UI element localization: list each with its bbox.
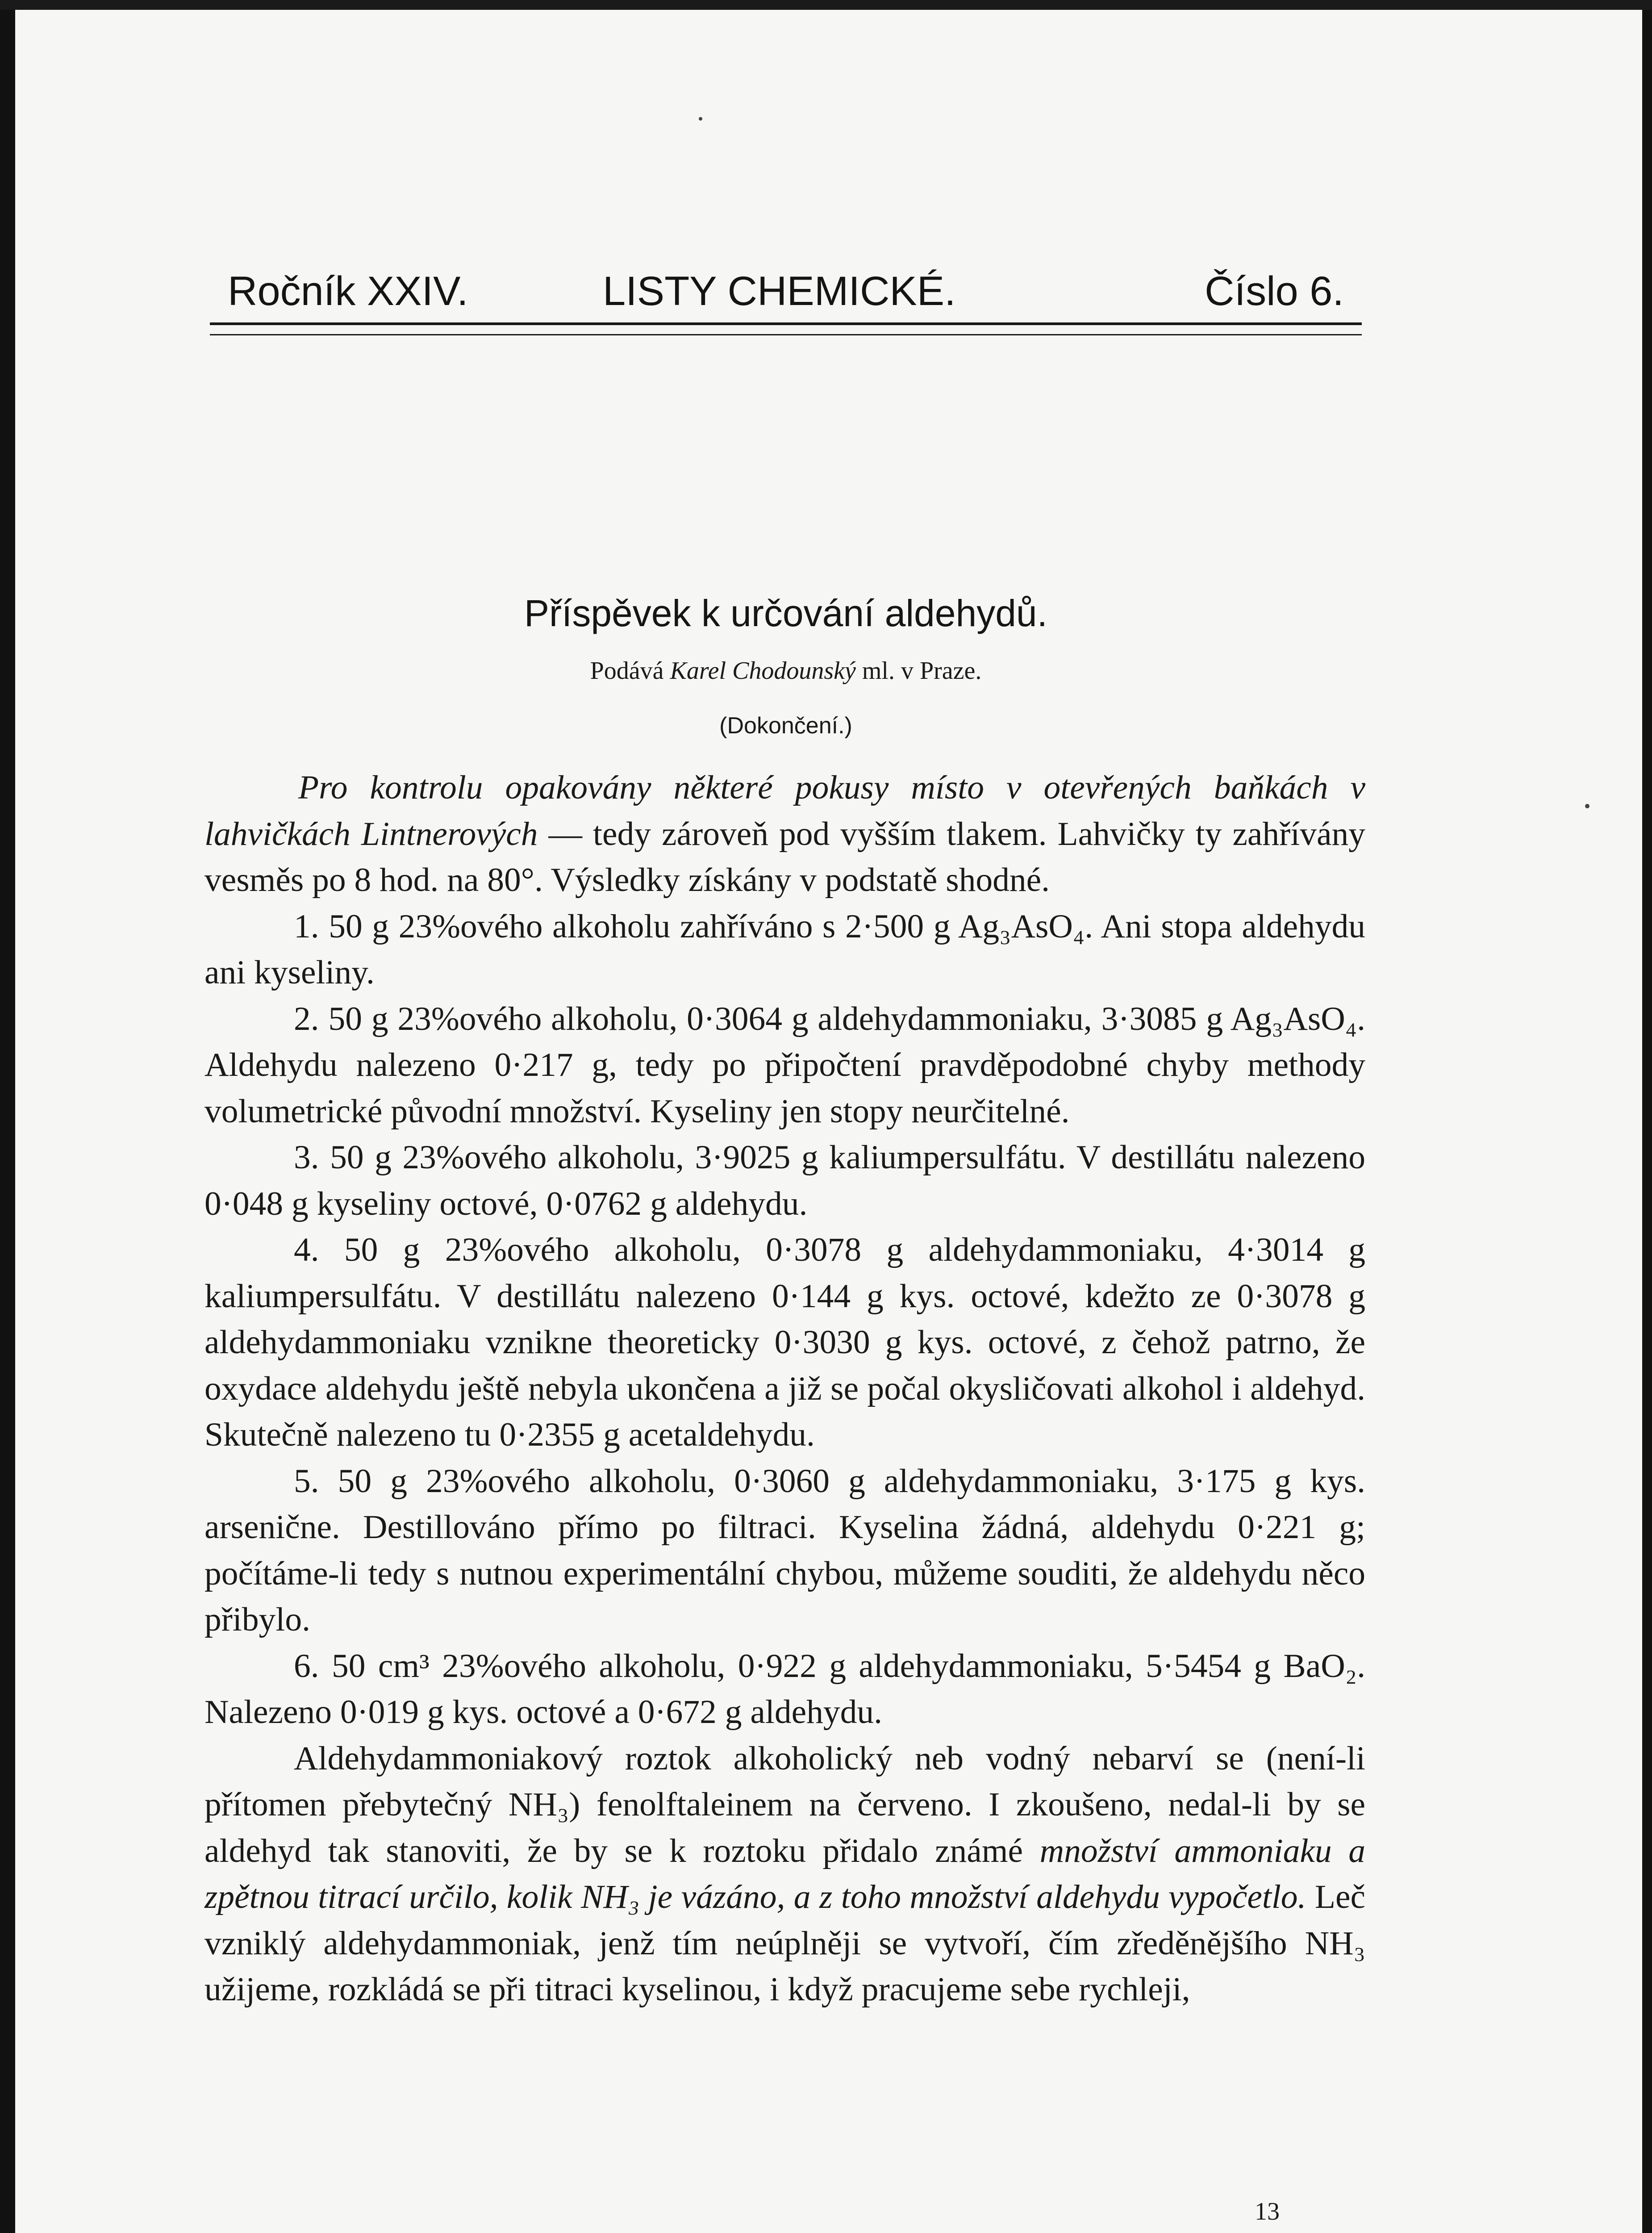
scan-border-right [1642, 0, 1652, 2233]
paragraph-experiment-3: 3. 50 g 23%ového alkoholu, 3·9025 g kaliumpersulfátu. V destillátu nalezeno 0·048 g kyseliny octové, 0·0762 g aldehydu. [204, 1139, 1365, 1222]
header-rule [210, 322, 1362, 335]
paragraph-experiment-5: 5. 50 g 23%ového alkoholu, 0·3060 g aldehydammoniaku, 3·175 g kys. arsenične. Destillováno přímo po filtraci. Kyselina žádná, aldehydu 0·221 g; počítáme-li tedy s nutnou experimentální chybou, můžeme souditi, že aldehydu něco přibylo. [204, 1462, 1365, 1638]
scan-border-left [0, 0, 15, 2233]
continuation-note: (Dokončení.) [719, 713, 852, 739]
article-body [204, 765, 1365, 2013]
header-volume: Ročník XXIV. [228, 268, 468, 314]
byline-suffix: ml. v Praze. [862, 657, 982, 685]
paragraph-experiment-6: 6. 50 cm³ 23%ového alkoholu, 0·922 g aldehydammoniaku, 5·5454 g BaO₂. Nalezeno 0·019 g kys. octové a 0·672 g aldehydu. [204, 1647, 1365, 1731]
running-header [210, 268, 1362, 317]
scan-border-top [0, 0, 1652, 10]
intro-rest: — tedy zároveň pod vyšším tlakem. Lahvičky ty zahřívány vesměs po 8 hod. na 80°. Výsledky získány v podstatě shodné. [204, 815, 1365, 899]
paragraph-intro [204, 765, 1365, 903]
paragraph-aldehydammoniak [204, 1735, 1365, 2013]
author-name: Karel Chodounský [670, 657, 856, 685]
article-byline [210, 657, 1362, 685]
page-number: 13 [1255, 2198, 1280, 2225]
paragraph-experiment-4: 4. 50 g 23%ového alkoholu, 0·3078 g aldehydammoniaku, 4·3014 g kaliumpersulfátu. V destillátu nalezeno 0·144 g kys. octové, kdežto ze 0·3078 g aldehydammoniaku vznikne theoreticky 0·3030 g kys. octové, z čehož patrno, že oxydace aldehydu ještě nebyla ukončena a již se počal okysličovati alkohol i aldehyd. Skutečně nalezeno tu 0·2355 g acetaldehydu. [204, 1231, 1365, 1453]
closing-part-2: Leč vzniklý aldehydammoniak, jenž tím neúplněji se vytvoří, čím zředěnějšího NH₃ užijeme, rozkládá se při titraci kyselinou, i když pracujeme sebe rychleji, [204, 1878, 1366, 2008]
dust-speck [699, 117, 702, 121]
closing-part-1: Aldehydammoniakový roztok alkoholický neb vodný nebarví se (není-li přítomen přebytečný NH₃) fenolftaleinem na červeno. I zkoušeno, nedal-li by se aldehyd tak stanoviti, že by se k roztoku přidalo známé [204, 1740, 1365, 1869]
byline-prefix: Podává [590, 657, 664, 685]
header-issue: Číslo 6. [1205, 268, 1344, 314]
intro-emphasis: Pro kontrolu opakovány některé pokusy místo v otevřených baňkách v lahvičkách Lintnerových [204, 769, 1365, 853]
header-journal: LISTY CHEMICKÉ. [603, 268, 956, 314]
closing-emphasis: množství ammoniaku a zpětnou titrací určilo, kolik NH₃ je vázáno, a z toho množství aldehydu vypočetlo. [204, 1832, 1365, 1915]
paragraph-experiment-1: 1. 50 g 23%ového alkoholu zahříváno s 2·500 g Ag₃AsO₄. Ani stopa aldehydu ani kyseliny. [204, 907, 1365, 991]
article-title: Příspěvek k určování aldehydů. [524, 592, 1047, 634]
dust-speck [1585, 804, 1589, 808]
paragraph-experiment-2: 2. 50 g 23%ového alkoholu, 0·3064 g aldehydammoniaku, 3·3085 g Ag₃AsO₄. Aldehydu nalezeno 0·217 g, tedy po připočtení pravděpodobné chyby methody volumetrické původní množství. Kyseliny jen stopy neurčitelné. [204, 1000, 1365, 1130]
